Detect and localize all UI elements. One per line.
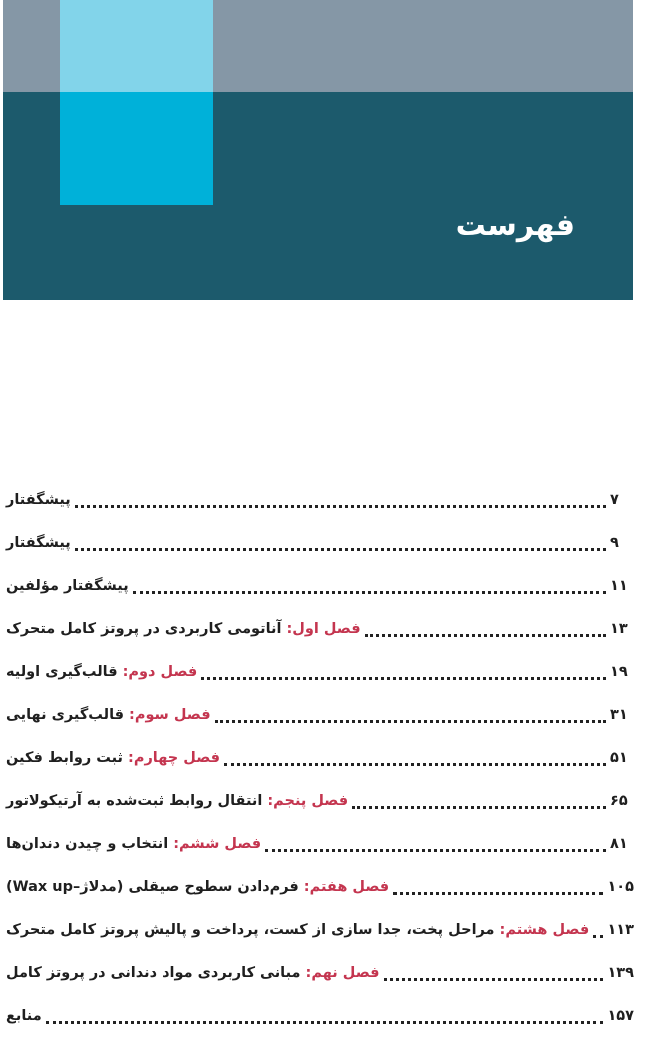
toc-entry[interactable] — [6, 865, 634, 908]
toc-entry[interactable] — [6, 951, 634, 994]
page-number: ۶۵ — [610, 792, 628, 809]
toc-entry-text — [6, 664, 197, 680]
toc-entry-text — [6, 578, 129, 594]
toc-entry-text — [6, 1008, 42, 1024]
toc-entry-text — [6, 836, 261, 852]
chapter-label: فصل اول: — [286, 620, 361, 637]
entry-title: مبانی کاربردی مواد دندانی در پروتز کامل — [6, 964, 301, 981]
entry-title: انتقال روابط ثبت‌شده به آرتیکولاتور — [6, 792, 263, 809]
page-number: ۱۳۹ — [607, 964, 634, 981]
toc-entry[interactable] — [6, 564, 634, 607]
toc-entry-text — [6, 621, 361, 637]
dot-leader — [215, 702, 606, 723]
decorative-square-light — [60, 0, 213, 92]
dot-leader — [46, 1003, 604, 1024]
toc-entry[interactable] — [6, 994, 634, 1037]
chapter-label: فصل چهارم: — [128, 749, 221, 766]
table-of-contents — [6, 478, 634, 1037]
dot-leader — [201, 659, 606, 680]
entry-title: پیشگفتار — [6, 491, 71, 508]
page-number: ۱۵۷ — [607, 1007, 634, 1024]
toc-entry[interactable] — [6, 521, 634, 564]
entry-title: قالب‌گیری نهایی — [6, 706, 125, 723]
entry-title: منابع — [6, 1007, 42, 1024]
toc-entry-text — [6, 965, 380, 981]
dot-leader — [133, 573, 606, 594]
toc-entry[interactable] — [6, 478, 634, 521]
toc-entry[interactable] — [6, 822, 634, 865]
chapter-label: فصل دوم: — [122, 663, 198, 680]
dot-leader — [224, 745, 606, 766]
toc-entry-text — [6, 922, 589, 938]
chapter-label: فصل هشتم: — [499, 921, 590, 938]
toc-entry[interactable] — [6, 693, 634, 736]
toc-entry-text — [6, 707, 211, 723]
dot-leader — [75, 487, 606, 508]
chapter-label: فصل نهم: — [305, 964, 380, 981]
dot-leader — [75, 530, 606, 551]
entry-title: ثبت روابط فکین — [6, 749, 124, 766]
page-number: ۳۱ — [610, 706, 628, 723]
toc-entry-text — [6, 879, 389, 895]
entry-title: پیشگفتار — [6, 534, 71, 551]
page-number: ۱۱ — [610, 577, 628, 594]
dot-leader — [265, 831, 606, 852]
entry-title: مراحل پخت، جدا سازی از کست، پرداخت و پالیش پروتز کامل متحرک — [6, 921, 495, 938]
page-number: ۱۳ — [610, 620, 628, 637]
toc-entry[interactable] — [6, 736, 634, 779]
chapter-label: فصل هفتم: — [303, 878, 390, 895]
page-number: ۱۹ — [610, 663, 628, 680]
entry-title: انتخاب و چیدن دندان‌ها — [6, 835, 169, 852]
dot-leader — [352, 788, 606, 809]
toc-entry[interactable] — [6, 650, 634, 693]
dot-leader — [365, 616, 606, 637]
page-number: ۸۱ — [610, 835, 628, 852]
toc-entry[interactable] — [6, 607, 634, 650]
page-number: ۱۱۳ — [607, 921, 634, 938]
dot-leader — [393, 874, 603, 895]
toc-entry[interactable] — [6, 779, 634, 822]
page-title: فهرست — [455, 208, 575, 243]
entry-title: آناتومی کاربردی در پروتز کامل متحرک — [6, 620, 282, 637]
toc-entry-text — [6, 793, 348, 809]
chapter-label: فصل پنجم: — [267, 792, 349, 809]
entry-title: پیشگفتار مؤلفین — [6, 577, 129, 594]
dot-leader — [384, 960, 604, 981]
toc-entry[interactable] — [6, 908, 634, 951]
page-number: ۵۱ — [610, 749, 628, 766]
toc-entry-text — [6, 535, 71, 551]
page-number: ۹ — [610, 534, 619, 551]
toc-entry-text — [6, 492, 71, 508]
entry-title: قالب‌گیری اولیه — [6, 663, 118, 680]
chapter-label: فصل سوم: — [129, 706, 211, 723]
page-number: ۱۰۵ — [607, 878, 634, 895]
chapter-label: فصل ششم: — [173, 835, 262, 852]
decorative-square-cyan — [60, 92, 213, 205]
toc-entry-text — [6, 750, 220, 766]
entry-title: فرم‌دادن سطوح صیقلی (مدلاژ–Wax up) — [6, 878, 299, 895]
dot-leader — [593, 917, 603, 938]
page-number: ۷ — [610, 491, 619, 508]
